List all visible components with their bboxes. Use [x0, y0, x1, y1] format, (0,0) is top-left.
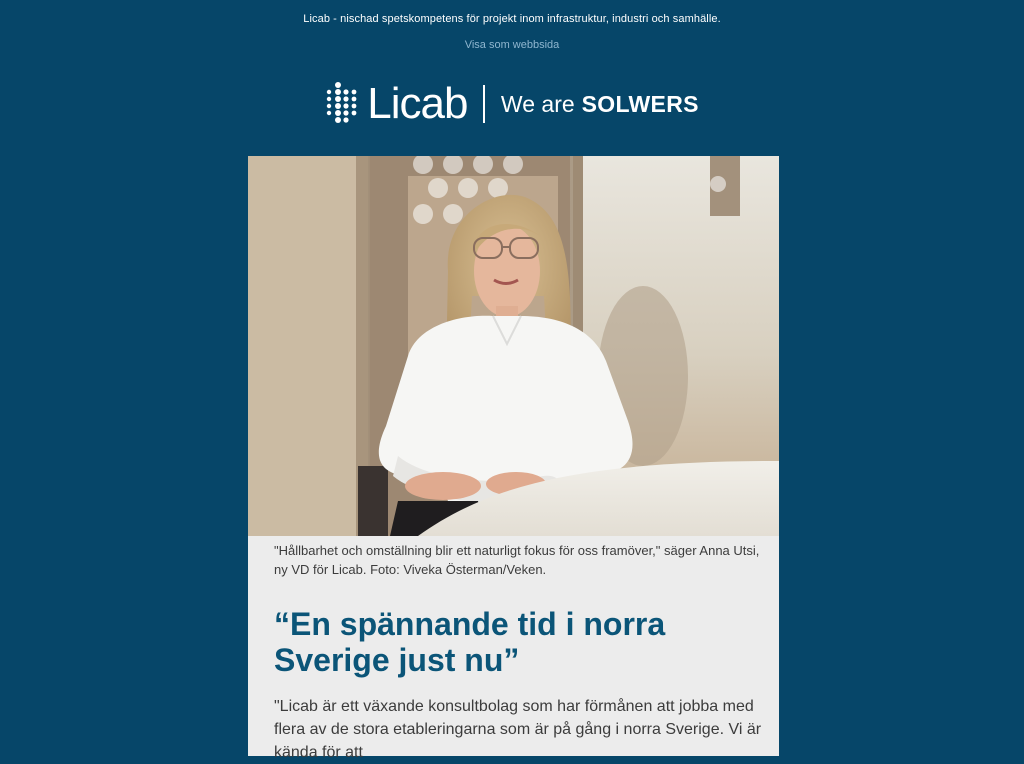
view-in-browser-link[interactable]: Visa som webbsida — [464, 39, 560, 51]
licab-dots-icon — [325, 81, 359, 127]
article-headline: “En spännande tid i norra Sverige just nu” — [274, 606, 666, 678]
portrait-photo — [248, 156, 779, 536]
we-are-text: We are — [500, 90, 575, 117]
preheader-tagline: Licab - nischad spetskompetens för projekt inom infrastruktur, industri och samhälle. — [303, 13, 721, 25]
article-body: "Licab är ett växande konsultbolag som har förmånen att jobba med flera av de stora etableringarna som är på gång i norra Sverige. Vi är kända för att — [274, 698, 762, 761]
photo-caption: "Hållbarhet och omställning blir ett naturligt fokus för oss framöver," säger Anna Utsi, ny VD för Licab. Foto: Viveka Österman/Veken. — [274, 543, 760, 577]
article-card — [248, 156, 779, 761]
header-logo[interactable] — [0, 78, 1024, 130]
logo-divider — [483, 85, 485, 123]
solwers-wordmark: SOLWERS — [581, 90, 699, 117]
licab-wordmark: Licab — [367, 79, 468, 128]
